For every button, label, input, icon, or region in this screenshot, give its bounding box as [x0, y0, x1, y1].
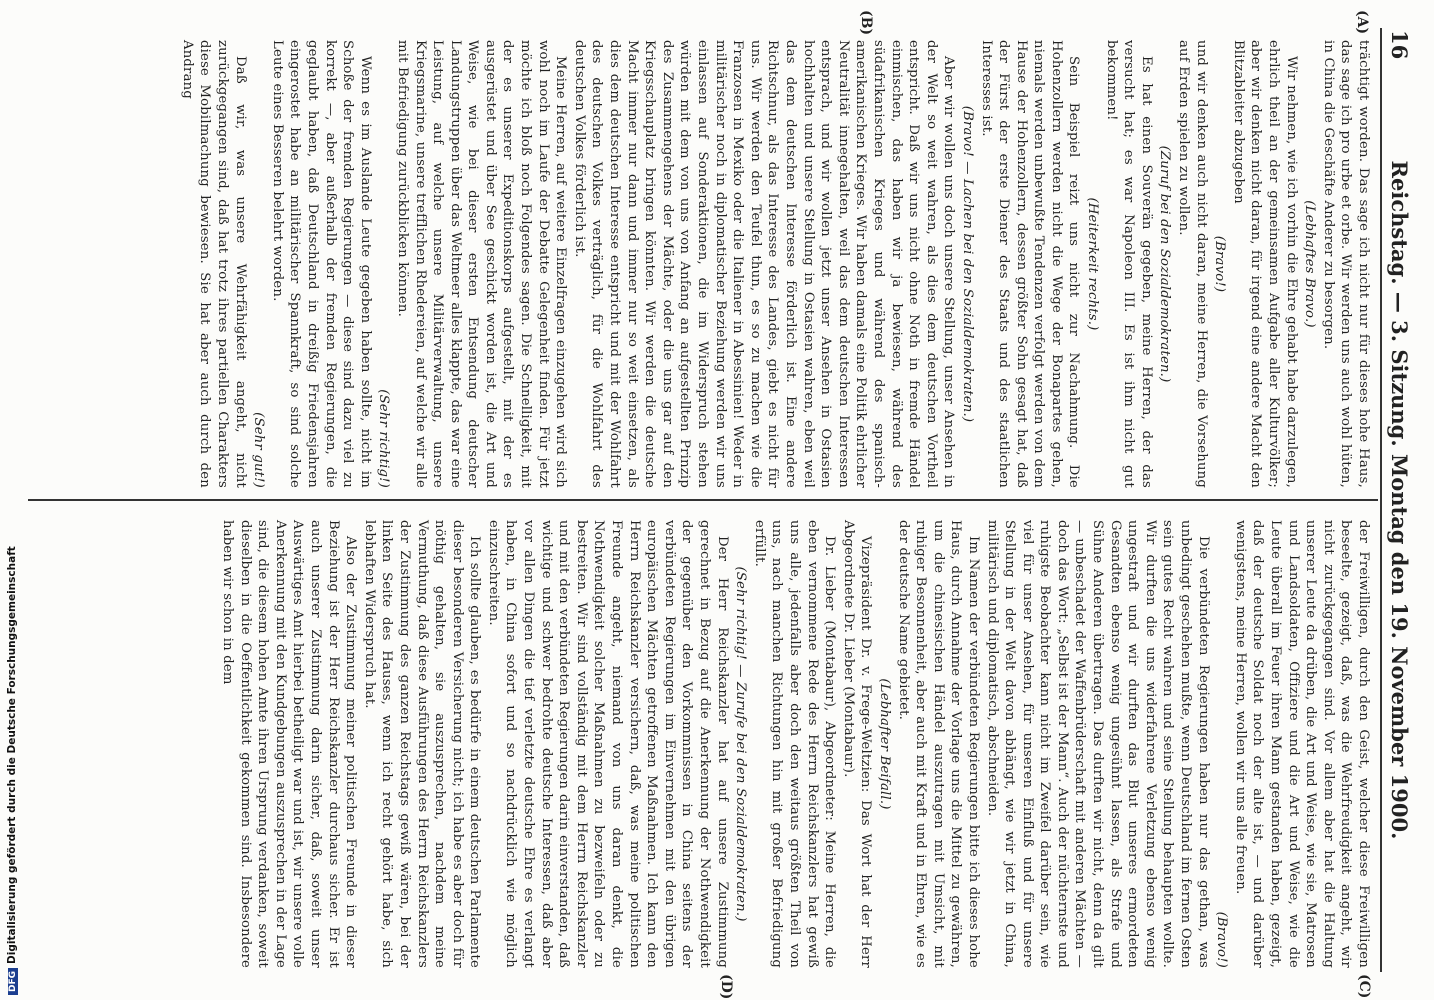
paragraph: (Bravo! — Lachen bei den Sozialdemokraten.) — [959, 105, 975, 423]
paragraph: Aber wir wollen uns doch unsere Stellung, unser Ansehen in der Welt so weit wahren, als dies dem deutschen Vortheil entspricht. Daß wir uns nicht ohne Noth in fremde Händel einmischen, das haben wir ja bewiesen, während des südafrikanischen Krieges und während des spanisch-amerikanischen Krieges. Wir haben damals eine Politik ehrlicher Neutralität innegehalten, weil das dem deutschen Interessen entsprach, und wir wollen jetzt unser Ansehen in Ostasien hochhalten und unsere Stellung in Ostasien wahren, eben weil das dem deutschen Interesse förderlich ist. Eine andere Richtschnur, als das Interesse des Landes, giebt es nicht für uns. Wir werden den Teufel thun, es so zu machen wie die Franzosen in Mexiko oder die Italiener in Abessinien! Weder in militärischer noch in diplomatischer Beziehung werden wir uns einlassen auf Sonderaktionen, die im Widerspruch stehen würden mit dem von uns von Anfang an aufgestellten Prinzip des Zusammengehens der Mächte, oder die uns gar auf den Kriegsschauplatz bringen könnten. Wir werden die deutsche Macht immer nur dann und immer nur so weit einsetzen, als dies dem deutschen Interesse entspricht und mit der Wohlfahrt des deutschen Volkes verträglich, für die Wohlfahrt des deutschen Volkes förderlich ist. — [571, 40, 957, 488]
paragraph: Wenn es im Auslande Leute gegeben haben sollte, nicht im Schoße der fremden Regierungen — diese sind dazu viel zu korrekt —, aber außerhalb der fremden Regierungen, die geglaubt haben, daß Deutschland in dreißig Friedensjahren eingerostet habe an militärischer Spannkraft, so sind solche Leute eines Besseren belehrt worden. — [269, 40, 373, 488]
paragraph: Meine Herren, auf weitere Einzelfragen einzugehen wird sich wohl noch im Laufe der Debatte Gelegenheit finden. Für jetzt möchte ich bloß noch Folgendes sagen. Die Schnelligkeit, mit der es unserer Expeditionskorps aufgestellt, mit der es ausgerüstet und über See geschickt worden ist, die Art und Weise, wie bei dieser ersten Entsendung deutscher Landungstruppen über das Weltmeer alles klappte, das war eine Leistung, auf welche unsere Militärverwaltung, unsere Kriegsmarine, unsere trefflichen Rhedereien, auf welche wir alle mit Befriedigung zurückblicken können. — [394, 40, 569, 488]
paragraph: der Freiwilligen, durch den Geist, welcher diese Freiwilligen beseelte, gezeigt, daß, was die Wehrfreudigkeit angeht, wir nicht zurückgegangen sind. Vor allem aber hat die Haltung unserer Leute da drüben, die Art und Weise, wie sie, Matrosen und Landsoldaten, Offiziere und die Art und Weise, wie die Leute überall im Feuer ihren Mann gestanden haben, gezeigt, daß der deutsche Soldat noch der alte ist, — und darüber wenigstens, meine Herren, wollen wir uns alle freuen. — [1232, 520, 1371, 968]
paragraph: (Zuruf bei den Sozialdemokraten.) — [1157, 145, 1173, 383]
paragraph: Ich sollte glauben, es bedürfe in einem deutschen Parlamente dieser besonderen Versicherung nicht; ich habe es aber doch für nöthig gehalten, sie auszusprechen, nachdem meine Vermuthung, daß diese Ausführungen des Herrn Reichskanzlers der Zustimmung des ganzen Reichstags gewiß wären, bei der linken Seite des Hauses, wenn ich recht gehört habe, sich lebhaften Widerspruch hat. — [361, 520, 483, 968]
paragraph: (Heiterkeit rechts.) — [1085, 197, 1101, 331]
right-column — [217, 520, 1372, 968]
margin-mark-a: (A) — [1354, 10, 1370, 35]
paragraph: Dr. Lieber (Montabaur), Abgeordneter: Meine Herren, die eben vernommene Rede des Herrn Reichskanzlers hat gewiß uns alle, jedenfalls aber doch den weitaus größten Theil von uns, nach manchen Richtungen hin mit großer Befriedigung erfüllt. — [751, 520, 838, 968]
paragraph: und wir denken auch nicht daran, meine Herren, die Vorsehung auf Erden spielen zu wollen. — [1176, 40, 1209, 488]
paragraph: (Sehr richtig! — Zurufe bei den Sozialdemokraten.) — [733, 566, 749, 922]
paragraph: Es hat einen Souverän gegeben, meine Herren, der das versucht hat; es war Napoleon III. Es ist ihm nicht gut bekommen! — [1103, 40, 1154, 488]
paragraph: (Sehr gut!) — [251, 412, 267, 488]
paragraph: (Lebhaftes Bravo.) — [1302, 200, 1318, 328]
paragraph: Der Herr Reichskanzler hat auf unsere Zustimmung gerechnet in Bezug auf die Anerkennung der Nothwendigkeit der gegenüber den Vorkommnissen in China seitens der verbündeten Regierungen im Einvernehmen mit den übrigen europäischen Mächten getroffenen Maßnahmen. Ich kann den Herrn Reichskanzler versichern, daß, was meine politischen Freunde angeht, niemand von uns daran denkt, die Nothwendigkeit solcher Maßnahmen zu bezweifeln oder zu bestreiten. Wir sind vollständig mit dem Herrn Reichskanzler und mit den verbündeten Regierungen darin einverstanden, daß wichtige und schwer bedrohte deutsche Interessen, daß aber vor allen Dingen die tief verletzte deutsche Ehre es verlangt haben, in China sofort und so nachdrücklich wie möglich einzuschreiten. — [485, 520, 730, 968]
stamp-text: Digitalisierung gefördert durch die Deutsche Forschungsgemeinschaft — [6, 546, 18, 964]
paragraph: (Bravo!) — [1214, 911, 1230, 968]
margin-mark-c: (C) — [1356, 974, 1372, 999]
dfg-logo: DFG — [8, 968, 18, 995]
paragraph: (Lebhafter Beifall.) — [876, 678, 892, 810]
paragraph: (Bravo!) — [1212, 235, 1228, 293]
paragraph: Daß wir, was unsere Wehrfähigkeit angeht, nicht zurückgegangen sind, daß hat trotz ihres partiellen Charakters diese Mobilmachung bewiesen. Sie hat aber auch durch den Andrang — [179, 40, 248, 488]
paragraph: Wir nehmen, wie ich vorhin die Ehre gehabt habe darzulegen, ehrlich theil an der gemeinsamen Aufgabe aller Kulturvölker; aber wir denken nicht daran, für irgend eine andere Macht den Blitzableiter abzugeben — [1230, 40, 1299, 488]
header-rule — [1380, 28, 1382, 972]
paragraph: Also der Zustimmung meiner politischen Freunde in dieser Beziehung ist der Herr Reichskanzler durchaus sicher. Er ist auch unserer Zustimmung darin sicher, daß, soweit unser Auswärtiges Amt hierbei betheiligt war und ist, wir unsere volle Anerkennung mit den Kundgebungen auszusprechen in der Lage sind, die diesem hohen Amte ihren Ursprung verdanken, soweit dieselben in die Oeffentlichkeit gekommen sind. Insbesondere haben wir schon in dem — [220, 520, 359, 968]
column-divider — [28, 499, 1378, 501]
paragraph: Sein Beispiel reizt uns nicht zur Nachahmung. Die Hohenzollern werden nicht die Wege der Bonapartes gehen, niemals werden unbewußte Tendenzen verfolgt werden von dem Hause der Hohenzollern, dessen größter Sohn gesagt hat, daß der Fürst der erste Diener des Staats und des staatlichen Interesses ist. — [978, 40, 1082, 488]
page-header — [1388, 0, 1412, 1000]
dfg-stamp — [6, 0, 20, 995]
margin-mark-d: (D) — [718, 974, 734, 1000]
paragraph: trächtigt worden. Das sage ich nicht nur für dieses hohe Haus, das sage ich pro urbe et orbe. Wir werden uns auch wohl hüten, in China die Geschäfte Anderer zu besorgen. — [1320, 40, 1371, 488]
paragraph: Im Namen der verbündeten Regierungen bitte ich dieses hohe Haus, durch Annahme der Vorlage uns die Mittel zu gewähren, um die chinesischen Händel auszutragen mit Umsicht, mit ruhiger Besonnenheit, aber auch mit Kraft und in Ehren, wie es der deutsche Name gebietet. — [895, 520, 981, 968]
margin-mark-b: (B) — [858, 10, 874, 36]
paragraph: (Sehr richtig!) — [376, 389, 392, 488]
page-title: Reichstag. — 3. Sitzung. Montag den 19. November 1900. — [1387, 160, 1412, 840]
paragraph: Vizepräsident Dr. v. Frege-Weltzien: Das Wort hat der Herr Abgeordnete Dr. Lieber (Montabaur). — [840, 520, 874, 968]
paragraph: Die verbündeten Regierungen haben nur das gethan, was unbedingt geschehen mußte, wenn Deutschland im fernen Osten sein gutes Recht wahren und seine Stellung behaupten wollte. Wir durften die uns widerfahrene Verletzung ebenso wenig ungestraft und wir durften das Blut unseres ermordeten Gesandten ebenso wenig ungesühnt lassen, als Strafe und Sühne Anderen übertragen. Das durften wir nicht, denn da gilt — unbeschadet der Waffenbrüderschaft mit anderen Mächten — doch das Wort: „Selbst ist der Mann“. Auch der nüchternste und ruhigste Beobachter kann nicht im Zweifel darüber sein, wie viel für unser Ansehen, für unseren Einfluß und für unsere Stellung in der Welt davon abhängt, wie wir jetzt in China, militärisch und diplomatisch, abschneiden. — [984, 520, 1211, 968]
left-column — [177, 40, 1372, 488]
page-number: 16 — [1387, 30, 1412, 60]
